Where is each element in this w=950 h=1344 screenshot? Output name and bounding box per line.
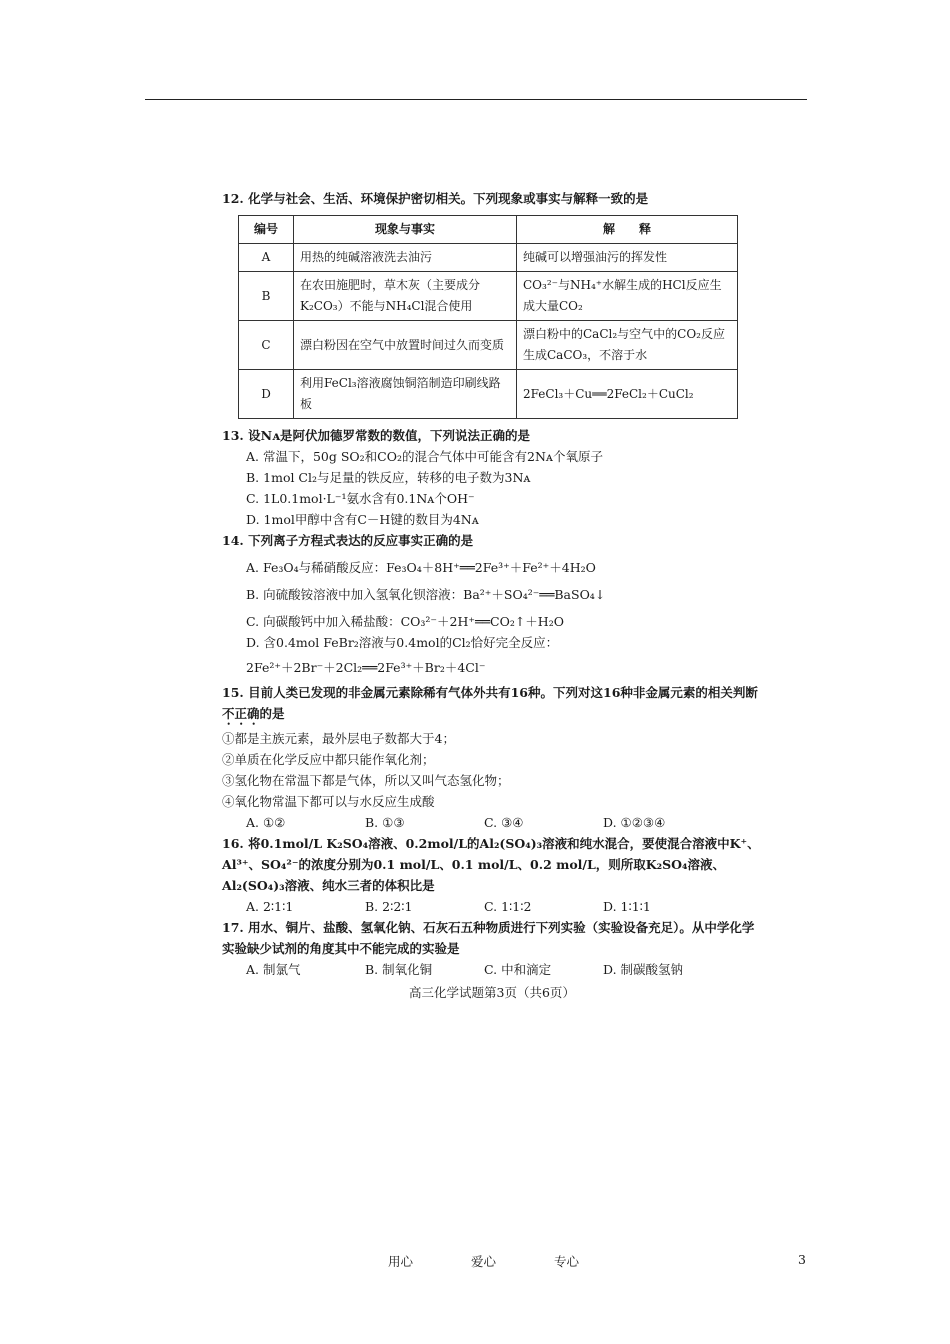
- header-fact: 现象与事实: [294, 216, 517, 244]
- choice-b: B. 制氧化铜: [365, 962, 433, 977]
- row-explain: CO₃²⁻与NH₄⁺水解生成的HCl反应生成大量CO₂: [517, 272, 738, 321]
- row-explain: 纯碱可以增强油污的挥发性: [517, 244, 738, 272]
- question-17: [222, 917, 762, 980]
- statement-4: ④氧化物常温下都可以与水反应生成酸: [222, 794, 435, 809]
- choice-a: A. ①②: [246, 815, 286, 830]
- table-row: [239, 321, 738, 370]
- option-b: B. 1mol Cl₂与足量的铁反应，转移的电子数为3Nᴀ: [246, 470, 531, 485]
- question-12-title: 12. 化学与社会、生活、环境保护密切相关。下列现象或事实与解释一致的是: [222, 191, 649, 206]
- statement-2: ②单质在化学反应中都只能作氧化剂；: [222, 752, 435, 767]
- option-d: D. 含0.4mol FeBr₂溶液与0.4mol的Cl₂恰好完全反应：: [246, 635, 559, 650]
- table-row: [239, 244, 738, 272]
- question-12-table: [238, 215, 738, 419]
- option-b: B. 向硫酸铵溶液中加入氢氧化钡溶液：Ba²⁺＋SO₄²⁻══BaSO₄↓: [246, 587, 606, 602]
- page-number: 3: [798, 1252, 806, 1267]
- table-row: [239, 370, 738, 419]
- question-14: [222, 530, 762, 678]
- table-row: [239, 272, 738, 321]
- motto-3: 专心: [554, 1254, 580, 1269]
- question-17-title: 17. 用水、铜片、盐酸、氢氧化钠、石灰石五种物质进行下列实验（实验设备充足）。从中学化学实验缺少试剂的角度其中不能完成的实验是: [222, 920, 755, 956]
- row-fact: 漂白粉因在空气中放置时间过久而变质: [294, 321, 517, 370]
- question-15: [222, 682, 762, 833]
- row-id: B: [239, 272, 294, 321]
- choices-row: [222, 812, 762, 833]
- option-a: A. Fe₃O₄与稀硝酸反应：Fe₃O₄＋8H⁺══2Fe³⁺＋Fe²⁺＋4H₂O: [246, 560, 596, 575]
- page-title: 高三化学试题第3页（共6页）: [409, 985, 575, 1000]
- row-id: C: [239, 321, 294, 370]
- choice-b: B. ①③: [365, 815, 405, 830]
- row-fact: 用热的纯碱溶液洗去油污: [294, 244, 517, 272]
- row-id: A: [239, 244, 294, 272]
- equation: 2Fe²⁺＋2Br⁻＋2Cl₂══2Fe³⁺＋Br₂＋4Cl⁻: [246, 660, 486, 675]
- header-id: 编号: [239, 216, 294, 244]
- choice-c: C. ③④: [484, 815, 524, 830]
- option-a: A. 常温下，50g SO₂和CO₂的混合气体中可能含有2Nᴀ个氧原子: [246, 449, 603, 464]
- footer-motto: [388, 1252, 603, 1270]
- row-id: D: [239, 370, 294, 419]
- choice-b: B. 2∶2∶1: [365, 899, 413, 914]
- question-15-title: [222, 682, 762, 728]
- choices-row: [222, 896, 762, 917]
- question-12: [222, 188, 762, 419]
- motto-2: 爱心: [471, 1254, 497, 1269]
- choice-a: A. 制氯气: [246, 962, 301, 977]
- title-part-b: 的是: [259, 706, 285, 721]
- choice-c: C. 中和滴定: [484, 962, 552, 977]
- choice-c: C. 1∶1∶2: [484, 899, 532, 914]
- exam-content: [222, 188, 762, 1003]
- option-c: C. 1L0.1mol·L⁻¹氨水含有0.1Nᴀ个OH⁻: [246, 491, 475, 506]
- row-fact: 利用FeCl₃溶液腐蚀铜箔制造印刷线路板: [294, 370, 517, 419]
- choice-a: A. 2∶1∶1: [246, 899, 294, 914]
- option-c: C. 向碳酸钙中加入稀盐酸：CO₃²⁻＋2H⁺══CO₂↑＋H₂O: [246, 614, 564, 629]
- choice-d: D. 制碳酸氢钠: [603, 962, 684, 977]
- header-rule: [145, 99, 807, 100]
- header-explain: 解 释: [517, 216, 738, 244]
- question-13-title: 13. 设Nᴀ是阿伏加德罗常数的数值，下列说法正确的是: [222, 428, 531, 443]
- row-explain: 漂白粉中的CaCl₂与空气中的CO₂反应生成CaCO₃，不溶于水: [517, 321, 738, 370]
- row-explain: 2FeCl₃＋Cu══2FeCl₂＋CuCl₂: [517, 370, 738, 419]
- option-d: D. 1mol甲醇中含有C－H键的数目为4Nᴀ: [246, 512, 479, 527]
- choice-d: D. 1∶1∶1: [603, 899, 651, 914]
- table-header-row: [239, 216, 738, 244]
- row-fact: 在农田施肥时，草木灰（主要成分K₂CO₃）不能与NH₄Cl混合使用: [294, 272, 517, 321]
- statement-3: ③氢化物在常温下都是气体，所以又叫气态氢化物；: [222, 773, 510, 788]
- choices-row: [222, 959, 762, 980]
- title-part-a: 15. 目前人类已发现的非金属元素除稀有气体外共有16种。下列对这16种非金属元素的相关判断: [222, 685, 758, 700]
- choice-d: D. ①②③④: [603, 815, 666, 830]
- question-14-title: 14. 下列离子方程式表达的反应事实正确的是: [222, 533, 474, 548]
- statement-1: ①都是主族元素，最外层电子数都大于4；: [222, 731, 455, 746]
- question-16-title: 16. 将0.1mol/L K₂SO₄溶液、0.2mol/L的Al₂(SO₄)₃溶液和纯水混合，要使混合溶液中K⁺、Al³⁺、SO₄²⁻的浓度分别为0.1 mol/L、0.1 mol/L、0.2 mol/L，则所取K₂SO₄溶液、Al₂(SO₄)₃溶液、纯水三者的体积比是: [222, 836, 760, 893]
- question-16: [222, 833, 762, 917]
- question-13: [222, 425, 762, 530]
- motto-1: 用心: [388, 1254, 414, 1269]
- title-emphasis: 不正确: [222, 706, 260, 721]
